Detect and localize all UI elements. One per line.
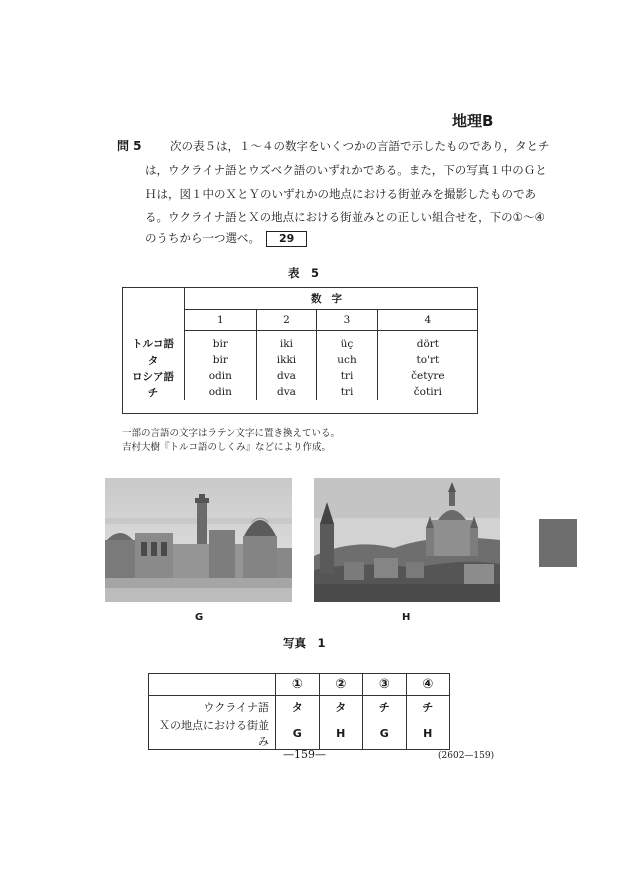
- choice-header: ①: [276, 674, 320, 696]
- question-line-1: 次の表５は，１～４の数字をいくつかの言語で示したものであり，タとチ: [170, 139, 550, 153]
- choices-corner: [149, 674, 276, 696]
- table5-cell: to'rt: [416, 354, 440, 366]
- choice-header: ④: [406, 674, 450, 696]
- table5-cell: dva: [256, 368, 317, 384]
- table5-note-1: 一部の言語の文字はラテン文字に置き換えている。: [122, 428, 341, 439]
- table-row: [122, 368, 478, 384]
- table5-caption: 表 5: [288, 266, 320, 280]
- photo-h-label: H: [402, 612, 411, 623]
- table5-cell: četyre: [411, 370, 445, 382]
- choices-cell: G: [276, 717, 320, 750]
- table5-col-header: 3: [317, 310, 377, 331]
- table-row: [122, 384, 478, 400]
- question-line-2: は，ウクライナ語とウズベク語のいずれかである。また，下の写真１中のＧと: [145, 163, 547, 177]
- table5-col-header: 2: [256, 310, 317, 331]
- page-number: —159—: [283, 748, 326, 761]
- table5-cell: čotiri: [413, 386, 442, 398]
- photo-g: [105, 478, 292, 602]
- choices-cell: タ: [319, 696, 363, 718]
- page-code: (2602—159): [438, 751, 495, 761]
- section-tab: [539, 519, 577, 567]
- table-row: [149, 717, 450, 750]
- table5-row-label: トルコ語: [122, 331, 185, 353]
- choices-table: [148, 673, 450, 750]
- choices-row-label: Ｘの地点における街並み: [149, 717, 276, 750]
- choices-cell: H: [423, 726, 433, 740]
- table5-group-header: 数字: [185, 287, 479, 310]
- choices-cell: チ: [422, 700, 434, 714]
- table5-cell: dört: [416, 338, 440, 350]
- table5-cell: iki: [256, 331, 317, 353]
- choices-cell: タ: [276, 696, 320, 718]
- table-row: [122, 352, 478, 368]
- table5-cell: uch: [317, 352, 377, 368]
- photo-caption: 写真 1: [283, 636, 326, 650]
- table5-col-header: 4: [377, 310, 478, 331]
- table5-cell: bir: [185, 331, 257, 353]
- table5: [122, 287, 478, 400]
- table-row: [122, 331, 478, 353]
- table5-cell: üç: [317, 331, 377, 353]
- choice-header: ③: [363, 674, 407, 696]
- table5-corner: [122, 287, 185, 331]
- choices-cell: チ: [363, 696, 407, 718]
- choices-cell: G: [363, 717, 407, 750]
- table5-row-label: チ: [122, 384, 185, 400]
- question-line-5-text: のうちから一つ選べ。: [145, 231, 260, 245]
- photo-h-image: [314, 478, 500, 602]
- answer-number-box: 29: [266, 231, 307, 247]
- photo-h: [314, 478, 500, 602]
- question-line-5: [145, 230, 307, 247]
- subject-title: 地理B: [452, 112, 494, 130]
- photo-g-image: [105, 478, 292, 602]
- question-line-4: る。ウクライナ語とＸの地点における街並みとの正しい組合せを，下の①～④: [145, 210, 545, 224]
- table5-cell: odin: [185, 368, 257, 384]
- table5-col-header: 1: [185, 310, 257, 331]
- table5-cell: tri: [317, 368, 377, 384]
- choice-header: ②: [319, 674, 363, 696]
- table5-cell: bir: [185, 352, 257, 368]
- table5-row-label: タ: [122, 352, 185, 368]
- table5-row-label: ロシア語: [122, 368, 185, 384]
- table5-cell: tri: [317, 384, 377, 400]
- choices-cell: H: [319, 717, 363, 750]
- table5-cell: dva: [256, 384, 317, 400]
- table5-note-2: 吉村大樹『トルコ語のしくみ』などにより作成。: [122, 442, 332, 453]
- table-row: [149, 696, 450, 718]
- question-label: 問 5: [117, 139, 142, 153]
- photo-g-label: G: [195, 612, 204, 623]
- question-line-3: Ｈは，図１中のＸとＹのいずれかの地点における街並みを撮影したものであ: [145, 187, 536, 201]
- table5-cell: ikki: [256, 352, 317, 368]
- choices-row-label: ウクライナ語: [149, 696, 276, 718]
- table5-cell: odin: [185, 384, 257, 400]
